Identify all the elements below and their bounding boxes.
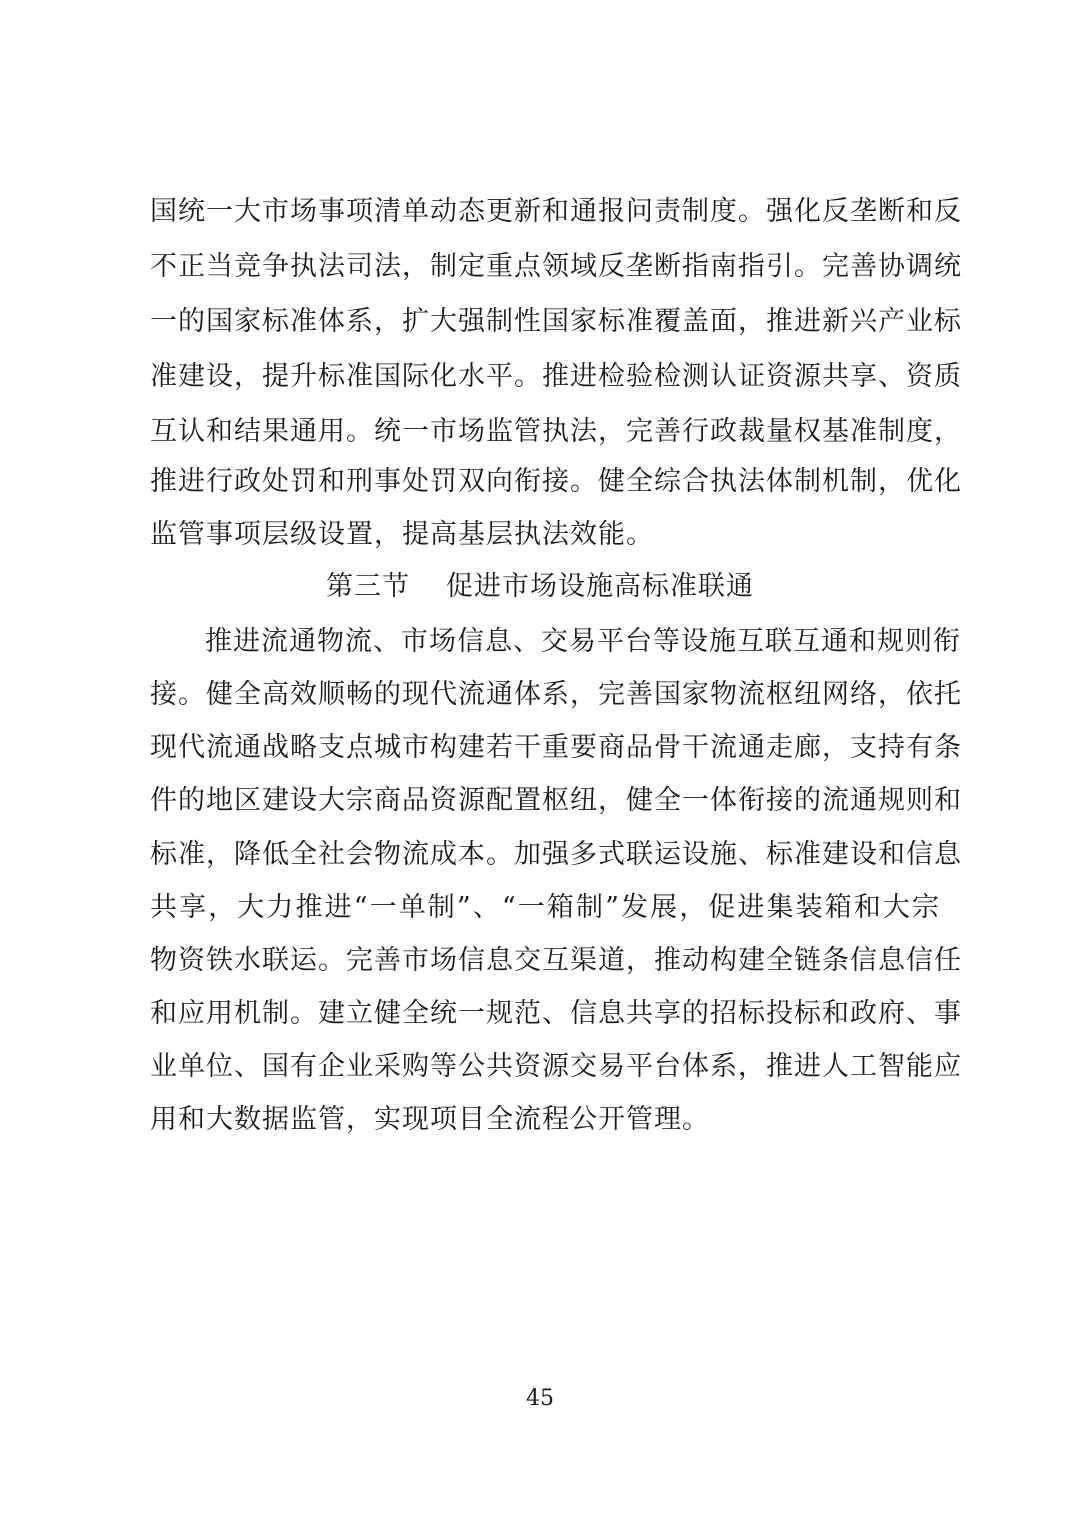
paragraph-2-line-9: 业单位、国有企业采购等公共资源交易平台体系，推进人工智能应 bbox=[150, 1051, 962, 1082]
paragraph-1-line-2: 不正当竞争执法司法，制定重点领域反垄断指南指引。完善协调统 bbox=[150, 251, 962, 282]
paragraph-2-line-1: 推进流通物流、市场信息、交易平台等设施互联互通和规则衔 bbox=[205, 626, 961, 657]
paragraph-2-line-7: 物资铁水联运。完善市场信息交互渠道，推动构建全链条信息信任 bbox=[150, 945, 962, 976]
paragraph-1-line-4: 准建设，提升标准国际化水平。推进检验检测认证资源共享、资质 bbox=[150, 361, 962, 392]
paragraph-2-line-5: 标准，降低全社会物流成本。加强多式联运设施、标准建设和信息 bbox=[150, 839, 962, 870]
section-heading bbox=[0, 560, 1080, 614]
page-number: 45 bbox=[526, 1386, 554, 1411]
paragraph-2-line-3: 现代流通战略支点城市构建若干重要商品骨干流通走廊，支持有条 bbox=[150, 732, 962, 763]
paragraph-2-line-2: 接。健全高效顺畅的现代流通体系，完善国家物流枢纽网络，依托 bbox=[150, 679, 962, 710]
paragraph-1-line-3: 一的国家标准体系，扩大强制性国家标准覆盖面，推进新兴产业标 bbox=[150, 306, 962, 337]
paragraph-1-line-1: 国统一大市场事项清单动态更新和通报问责制度。强化反垄断和反 bbox=[150, 196, 962, 227]
paragraph-1-line-6: 推进行政处罚和刑事处罚双向衔接。健全综合执法体制机制，优化 bbox=[150, 466, 962, 497]
paragraph-1-line-5: 互认和结果通用。统一市场监管执法，完善行政裁量权基准制度， bbox=[150, 416, 962, 447]
paragraph-2-line-4: 件的地区建设大宗商品资源配置枢纽，健全一体衔接的流通规则和 bbox=[150, 785, 962, 816]
paragraph-2-line-8: 和应用机制。建立健全统一规范、信息共享的招标投标和政府、事 bbox=[150, 998, 962, 1029]
paragraph-1-line-7: 监管事项层级设置，提高基层执法效能。 bbox=[150, 519, 654, 550]
paragraph-2-line-10: 用和大数据监管，实现项目全流程公开管理。 bbox=[150, 1104, 710, 1135]
section-number: 第三节 bbox=[326, 571, 410, 602]
section-title: 促进市场设施高标准联通 bbox=[446, 571, 754, 602]
paragraph-2-line-6: 共享，大力推进“一单制”、“一箱制”发展，促进集装箱和大宗 bbox=[150, 892, 940, 923]
